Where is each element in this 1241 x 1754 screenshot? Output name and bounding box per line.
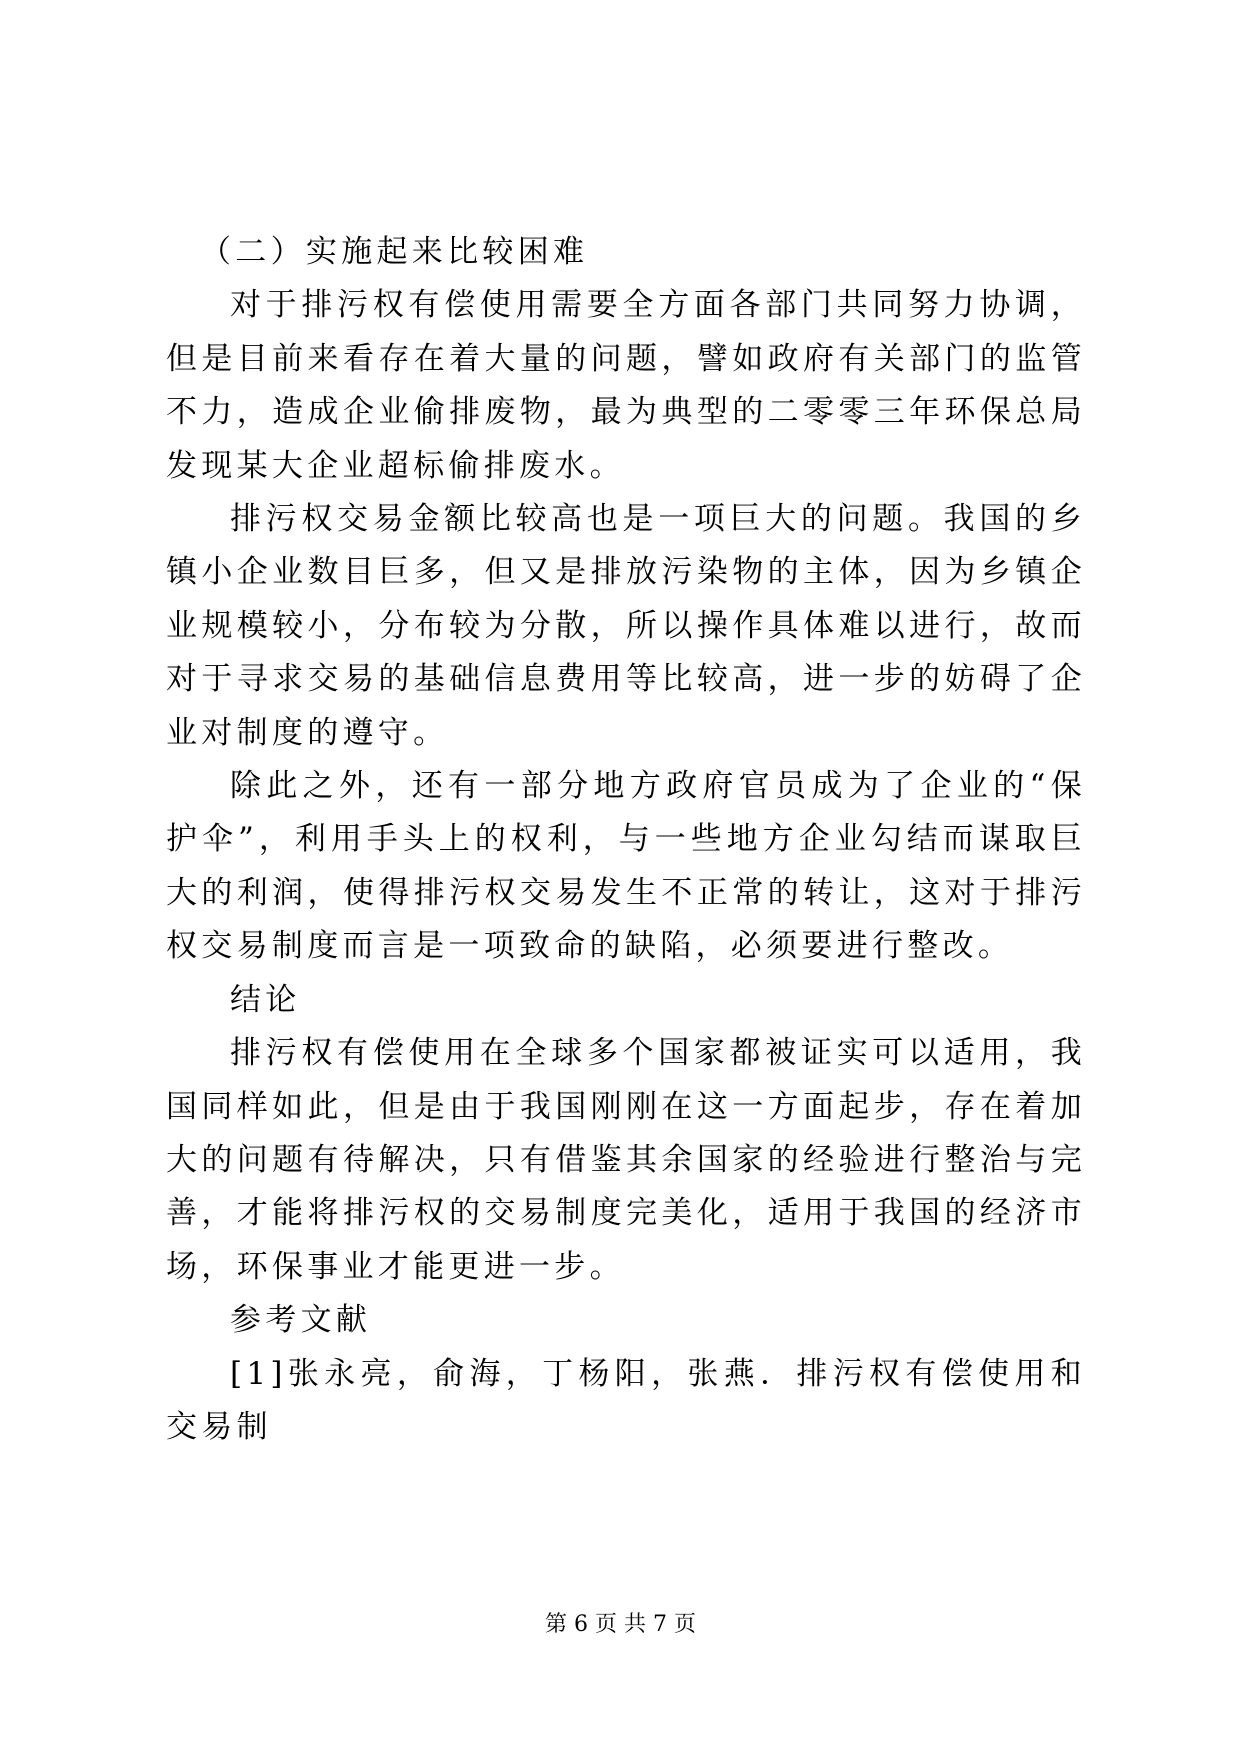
paragraph-officials: 除此之外，还有一部分地方政府官员成为了企业的“保护伞”，利用手头上的权利，与一些地方企业勾结而谋取巨大的利润，使得排污权交易发生不正常的转让，这对于排污权交易制度而言是一项致命的缺陷，必须要进行整改。 [166, 768, 1086, 965]
references-heading: 参考文献 [230, 1302, 372, 1339]
paragraph-transaction-cost: 排污权交易金额比较高也是一项巨大的问题。我国的乡镇小企业数目巨多，但又是排放污染物的主体，因为乡镇企业规模较小，分布较为分散，所以操作具体难以进行，故而对于寻求交易的基础信息费用等比较高，进一步的妨碍了企业对制度的遵守。 [166, 501, 1086, 751]
paragraph-supervision: 对于排污权有偿使用需要全方面各部门共同努力协调，但是目前来看存在着大量的问题，譬如政府有关部门的监管不力，造成企业偷排废物，最为典型的二零零三年环保总局发现某大企业超标偷排废水。 [166, 287, 1086, 484]
document-body [166, 226, 1086, 1454]
page-number: 第 6 页 [545, 1612, 617, 1637]
reference-item: [1]张永亮，俞海，丁杨阳，张燕．排污权有偿使用和交易制 [166, 1355, 1086, 1445]
page-footer [0, 1607, 1241, 1638]
paragraph-conclusion: 排污权有偿使用在全球多个国家都被证实可以适用，我国同样如此，但是由于我国刚刚在这一方面起步，存在着加大的问题有待解决，只有借鉴其余国家的经验进行整治与完善，才能将排污权的交易制度完美化，适用于我国的经济市场，环保事业才能更进一步。 [166, 1035, 1086, 1285]
section-heading: （二）实施起来比较困难 [200, 234, 589, 270]
conclusion-heading: 结论 [230, 981, 301, 1018]
page-total: 共 7 页 [624, 1612, 696, 1637]
